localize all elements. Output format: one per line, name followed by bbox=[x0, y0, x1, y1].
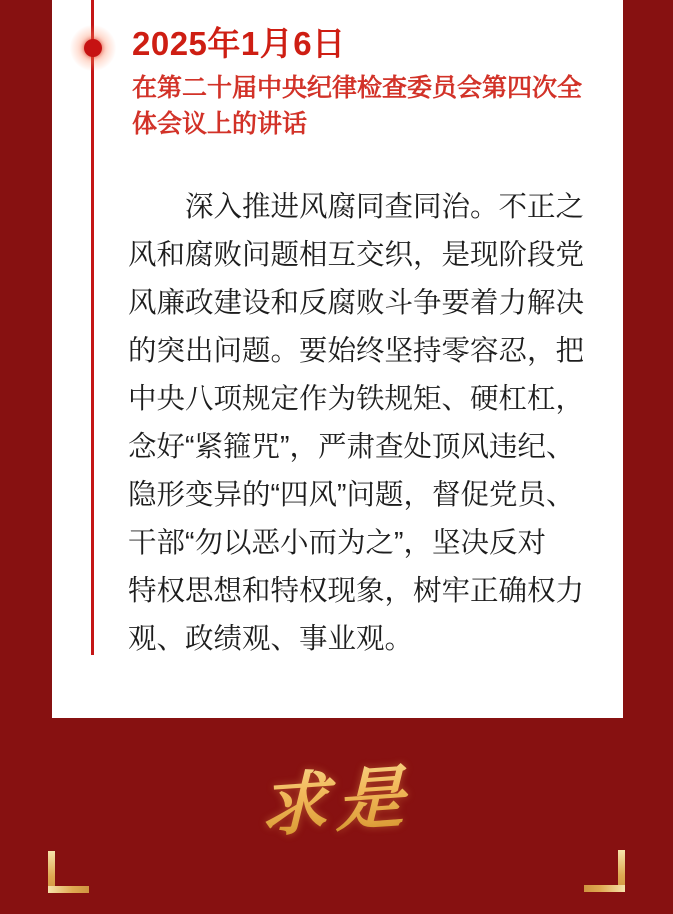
footer-logo-row bbox=[0, 748, 673, 848]
timeline-dot-icon bbox=[84, 39, 102, 57]
bracket-horizontal-bar bbox=[584, 885, 625, 892]
excerpt-line: 中央八项规定作为铁规矩、硬杠杠， bbox=[128, 383, 585, 415]
timeline-line bbox=[91, 0, 94, 655]
qiushi-logo: 求是 bbox=[261, 743, 413, 851]
speech-date: 2025年1月6日 bbox=[132, 25, 346, 62]
excerpt-line: 隐形变异的“四风”问题，督促党员、 bbox=[128, 479, 575, 511]
corner-bracket-left-icon bbox=[48, 851, 89, 893]
excerpt-line: 观、政绩观、事业观。 bbox=[128, 623, 414, 655]
excerpt-line: 干部“勿以恶小而为之”，坚决反对 bbox=[128, 527, 546, 559]
excerpt-line: 特权思想和特权现象，树牢正确权力 bbox=[128, 575, 585, 607]
excerpt-line: 的突出问题。要始终坚持零容忍，把 bbox=[128, 335, 585, 367]
bracket-horizontal-bar bbox=[48, 886, 89, 893]
speech-title: 在第二十届中央纪律检查委员会第四次全体会议上的讲话 bbox=[132, 74, 583, 138]
excerpt-line: 念好“紧箍咒”，严肃查处顶风违纪、 bbox=[128, 431, 575, 463]
excerpt-line: 风廉政建设和反腐败斗争要着力解决 bbox=[128, 287, 585, 319]
corner-bracket-right-icon bbox=[584, 850, 625, 892]
excerpt-line: 深入推进风腐同查同治。不正之 bbox=[185, 191, 585, 223]
speech-excerpt bbox=[128, 183, 588, 663]
excerpt-line: 风和腐败问题相互交织，是现阶段党 bbox=[128, 239, 585, 271]
